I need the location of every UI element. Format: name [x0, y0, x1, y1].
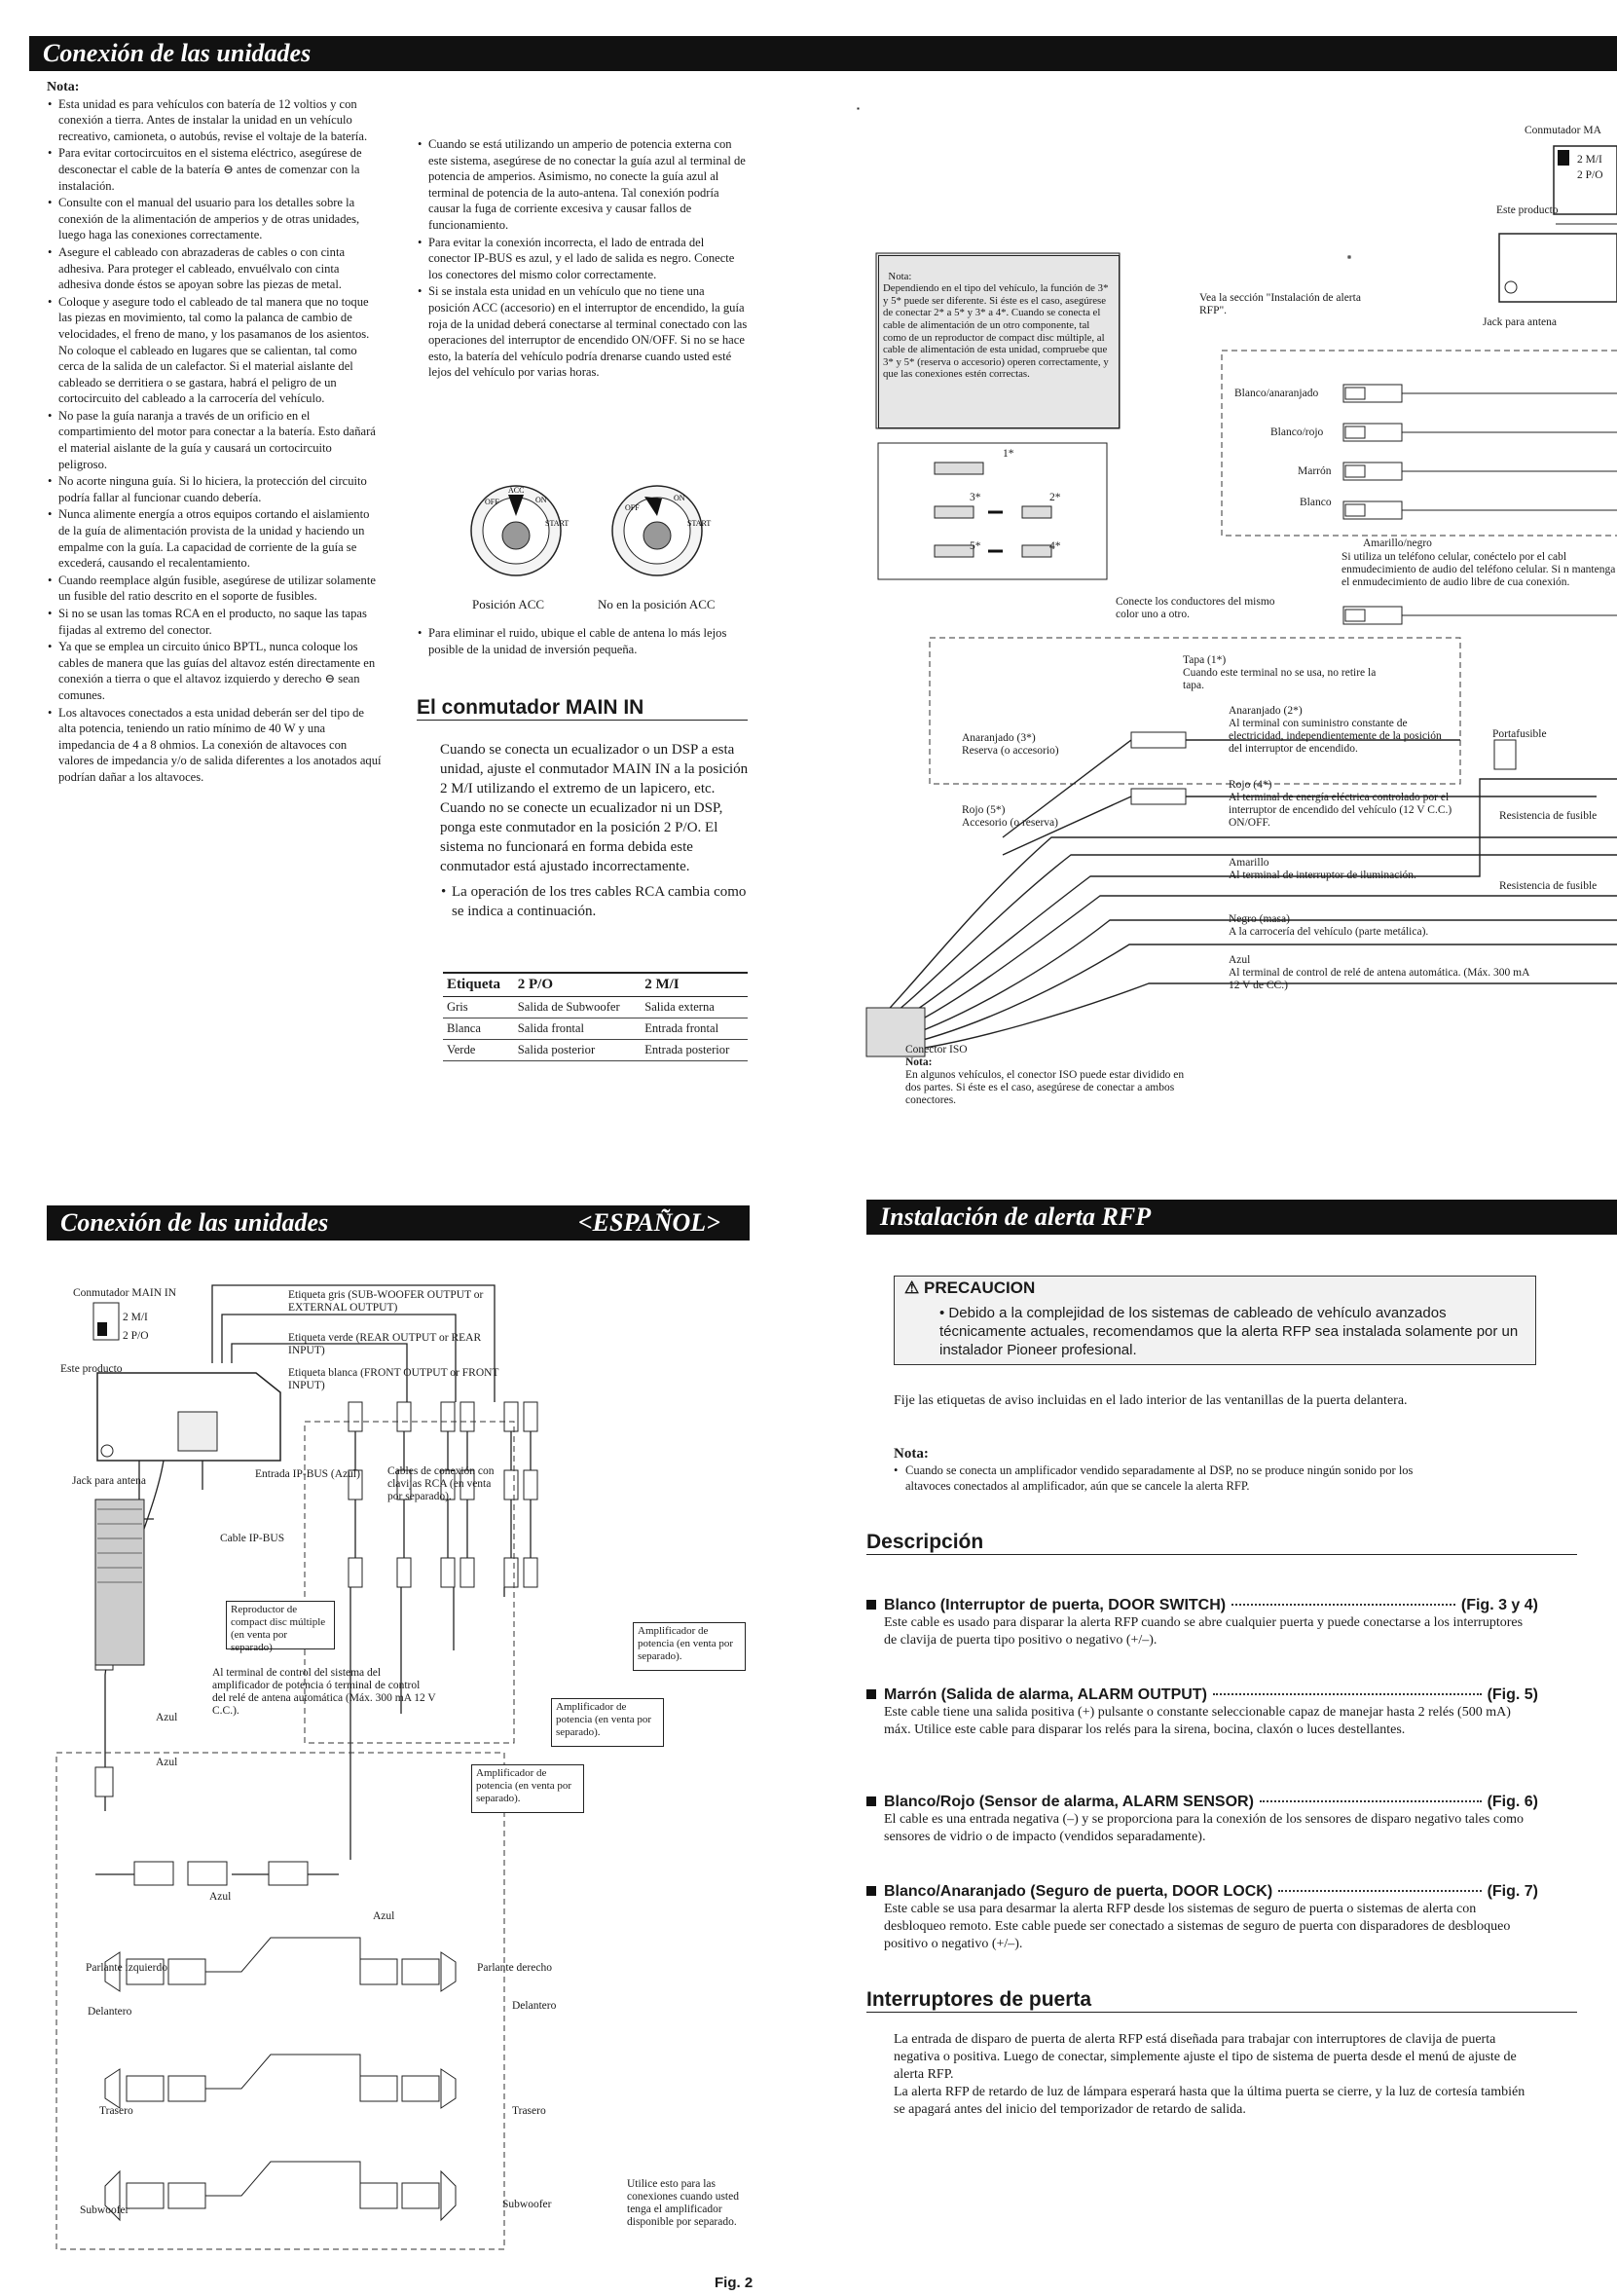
- trasero-left-label: Trasero: [99, 2105, 133, 2117]
- bl-jack-antena-label: Jack para antena: [72, 1475, 146, 1487]
- interruptores-heading: Interruptores de puerta: [866, 1988, 1577, 2013]
- br-nota-text: [894, 1463, 1451, 1494]
- subwoofer-left-label: Subwoofer: [80, 2204, 129, 2216]
- table-row: [443, 997, 748, 1018]
- list-item: • Nunca alimente energía a otros equipos cortando el aislamiento de la guía de alimentación provista de la unidad y haciendo un empalme con la guía. La capacidad de corriente de la guía se excederá, causando el recalentamiento.: [58, 506, 383, 571]
- table-cell: Salida posterior: [514, 1040, 641, 1061]
- nota-title: Nota:: [47, 80, 80, 94]
- bullet-square: [866, 1689, 876, 1699]
- top-banner-title: Conexión de las unidades: [43, 39, 312, 67]
- svg-text:OFF: OFF: [625, 503, 640, 512]
- anaranjado2-label: Anaranjado (2*) Al terminal con suministro constante de electricidad, independientemente de la posición del interruptor de encendido.: [1229, 705, 1442, 755]
- list-item: • Para evitar la conexión incorrecta, el lado de entrada del conector IP-BUS es azul, y el lado de salida es negro. Conecte los conectores del mismo color correctamente.: [428, 235, 748, 283]
- diagram-nota-box: [878, 255, 1120, 428]
- descripcion-heading: Descripción: [866, 1531, 1577, 1555]
- list-item: • Los altavoces conectados a esta unidad deberán ser del tipo de alta potencia, teniendo un ratio mínimo de 40 W y una impedancia de 4 a 8 ohmios. La conexión de altavoces con valores de impedancia y/o de salida diferentes a los anotados aquí podrían dañar a los altavoces.: [58, 705, 383, 786]
- bl-azul-label-4: Azul: [373, 1910, 395, 1922]
- svg-text:ON: ON: [535, 496, 547, 504]
- amplificador-box-2: Amplificador de potencia (en venta por separado).: [551, 1698, 664, 1747]
- svg-text:ACC: ACC: [508, 486, 525, 495]
- interruptores-text: La entrada de disparo de puerta de alerta RFP está diseñada para trabajar con interruptores de clavija de puerta negativa o positiva. Luego de conectar, simplemente ajuste el tipo de sistema de puerta desde el menú de ajuste de alerta RFP. La alerta RFP de retardo de luz de lámpara esperará hasta que la última puerta se cierre, y la luz de cortesía también se apagará antes del inicio del temporizador de retardo de salida.: [894, 2032, 1525, 2117]
- notes-list-2: [417, 136, 748, 381]
- key-acc-icon: [471, 486, 569, 575]
- bl-azul-label-2: Azul: [156, 1757, 178, 1768]
- connector-4-label: 4*: [1049, 540, 1061, 552]
- resistencia-label-1: Resistencia de fusible: [1499, 810, 1598, 822]
- marron-label: Marrón: [1298, 465, 1332, 477]
- este-producto-label: Este producto: [1496, 204, 1559, 216]
- table-cell: Verde: [443, 1040, 514, 1061]
- desc-item-fig: (Fig. 3 y 4): [1460, 1597, 1538, 1613]
- etiqueta-blanca-label: Etiqueta blanca (FRONT OUTPUT or FRONT INPUT): [288, 1367, 499, 1391]
- amarillo-label: Amarillo Al terminal de interruptor de iluminación.: [1229, 857, 1416, 881]
- list-item: • Asegure el cableado con abrazaderas de cables o con cinta adhesiva. Para proteger el cableado, envuélvalo con cinta adhesiva donde éstos se apoyan sobre las piezas de metal.: [58, 244, 383, 293]
- desc-item-title: Blanco/Anaranjado (Seguro de puerta, DOOR LOCK): [884, 1883, 1273, 1900]
- table-cell: Gris: [443, 997, 514, 1018]
- parlante-izq-label: Parlante izquierdo: [86, 1962, 167, 1974]
- desc-item-title: Marrón (Salida de alarma, ALARM OUTPUT): [884, 1686, 1207, 1703]
- desc-item-text: Este cable es usado para disparar la alerta RFP cuando se abre cualquier puerta y puede conectarse a los interruptores de clavija de puerta tipo positivo o negativo (+/–).: [884, 1615, 1524, 1648]
- desc-item-blanco-rojo: [866, 1794, 1538, 1846]
- rca-table: [443, 972, 748, 1061]
- table-cell: Salida frontal: [514, 1018, 641, 1040]
- fig-2-label: Fig. 2: [715, 2275, 753, 2291]
- table-row: [443, 1040, 748, 1061]
- delantero-right-label: Delantero: [512, 2000, 557, 2012]
- table-cell: Entrada posterior: [641, 1040, 748, 1061]
- key-noacc-icon: [612, 486, 711, 575]
- list-item: • Si no se usan las tomas RCA en el producto, no saque las tapas fijadas al extremo del conector.: [58, 606, 383, 638]
- bottom-left-banner-title: Conexión de las unidades: [60, 1208, 329, 1237]
- jack-antena-label: Jack para antena: [1483, 316, 1557, 328]
- bl-azul-label-1: Azul: [156, 1712, 178, 1723]
- precaucion-body: Debido a la complejidad de los sistemas de cableado de vehículo avanzados técnicamente actuales, recomendamos que la alerta RFP sea instalada solamente por un instalador Pioneer profesional.: [939, 1305, 1519, 1358]
- subwoofer-right-label: Subwoofer: [502, 2199, 552, 2210]
- iso-nota-title: Nota:: [905, 1056, 933, 1068]
- table-cell: Blanca: [443, 1018, 514, 1040]
- rojo4-label: Rojo (4*) Al terminal de energía eléctrica controlado por el interruptor de encendido del vehículo (12 V C.C.) ON/OFF.: [1229, 779, 1452, 829]
- conector-iso-label: Conector ISO: [905, 1044, 968, 1055]
- tapa-label: Tapa (1*) Cuando este terminal no se usa, no retire la tapa.: [1183, 654, 1377, 691]
- list-item: • Cuando reemplace algún fusible, asegúrese de utilizar solamente un fusible del ratio descrito en el soporte de fusibles.: [58, 573, 383, 605]
- diagram-nota-text: Nota: Dependiendo en el tipo del vehículo, la función de 3* y 5* puede ser diferente. Si éste es el caso, asegúrese de conectar 2* a 5* y 3* a 4*. Cuando se conecta el cable de alimentación de un otro componente, tal como de un reproductor de compact disc múltiple, al cable de alimentación de esta unidad, compruebe que 3* y 5* (reserva o accesorio) operen correctamente, y que las conexiones estén correctas.: [883, 270, 1109, 381]
- connector-5-label: 5*: [970, 540, 981, 552]
- main-in-paragraph: Cuando se conecta un ecualizador o un DSP a esta unidad, ajuste el conmutador MAIN IN a la posición 2 M/I utilizando el extremo de un lapicero, etc. Cuando no se conecte un ecualizador ni un DSP, ponga este conmutador en la posición 2 P/O. El sistema no funcionará en forma debida este conmutador está ajustado incorrectamente.: [440, 742, 749, 874]
- table-cell: Salida externa: [641, 997, 748, 1018]
- bottom-left-banner-lang: <ESPAÑOL>: [577, 1208, 720, 1237]
- cable-ipbus-label: Cable IP-BUS: [220, 1533, 285, 1544]
- list-item: • Para evitar cortocircuitos en el sistema eléctrico, asegúrese de desconectar el cable de la batería ⊖ antes de comenzar con la instalación.: [58, 145, 383, 194]
- svg-text:START: START: [545, 519, 570, 528]
- top-banner: [29, 36, 1617, 71]
- etiqueta-gris-label: Etiqueta gris (SUB-WOOFER OUTPUT or EXTERNAL OUTPUT): [288, 1289, 484, 1314]
- bl-po-label: 2 P/O: [123, 1330, 149, 1342]
- blanco-anaranjado-label: Blanco/anaranjado: [1234, 388, 1319, 399]
- bottom-wiring-diagram: [47, 1266, 762, 2259]
- list-item: • Esta unidad es para vehículos con batería de 12 voltios y con conexión a tierra. Antes de instalar la unidad en un vehículo recreativo, camioneta, o autobús, revise el voltaje de la batería.: [58, 96, 383, 145]
- desc-item-fig: (Fig. 5): [1487, 1686, 1538, 1703]
- warning-icon: ⚠: [904, 1278, 920, 1297]
- trasero-right-label: Trasero: [512, 2105, 546, 2117]
- vea-seccion-label: Vea la sección "Instalación de alerta RFP".: [1199, 292, 1361, 316]
- fije-text: Fije las etiquetas de aviso incluidas en el lado interior de las ventanillas de la puerta delantera.: [894, 1393, 1408, 1408]
- svg-text:START: START: [687, 519, 712, 528]
- list-item: • Cuando se está utilizando un amperio de potencia externa con este sistema, asegúrese de no conectar la guía azul al terminal de potencia de amperios. Asimismo, no conecte la guía azul al terminal de potencia de la auto-antena. Tal conexión podría causar la fuga de corriente excesiva y causar fallos de funcionamiento.: [428, 136, 748, 234]
- list-item: • Consulte con el manual del usuario para los detalles sobre la conexión de la alimentación de amperios y de otras unidades, luego haga las conexiones correctamente.: [58, 195, 383, 243]
- amplificador-box-3: Amplificador de potencia (en venta por separado).: [471, 1764, 584, 1813]
- precaucion-title: PRECAUCION: [923, 1278, 1036, 1297]
- anaranjado3-label: Anaranjado (3*) Reserva (o accesorio): [962, 732, 1059, 757]
- desc-item-fig: (Fig. 7): [1487, 1883, 1538, 1900]
- bullet-square: [866, 1600, 876, 1610]
- noise-note: [417, 625, 748, 658]
- desc-item-marron: [866, 1686, 1538, 1739]
- precaucion-box: [894, 1276, 1536, 1365]
- bottom-left-banner: [47, 1205, 750, 1241]
- table-cell: Entrada frontal: [641, 1018, 748, 1040]
- notes-column-1: [47, 80, 383, 787]
- po-label: 2 P/O: [1577, 169, 1603, 181]
- ignition-key-illustration: [458, 477, 730, 584]
- rojo5-label: Rojo (5*) Accesorio (o reserva): [962, 804, 1058, 829]
- portafusible-label: Portafusible: [1492, 728, 1547, 740]
- blanco-rojo-label: Blanco/rojo: [1270, 426, 1324, 438]
- al-terminal-label: Al terminal de control del sistema del amplificador de potencia ó terminal de control del relé de antena automática (Máx. 300 mA 12 V C.C.).: [212, 1667, 436, 1717]
- iso-nota-text: En algunos vehículos, el conector ISO puede estar dividido en dos partes. Si éste es el caso, asegúrese de conectar a ambos conectores.: [905, 1069, 1185, 1106]
- bl-conmutador-label: Conmutador MAIN IN: [73, 1287, 177, 1299]
- list-item: • No acorte ninguna guía. Si lo hiciera, la protección del circuito podría fallar al funcionar cuando debería.: [58, 473, 383, 505]
- bullet-square: [866, 1886, 876, 1896]
- list-item: • No pase la guía naranja a través de un orificio en el compartimiento del motor para conectar a la batería. Esto dañará el material aislante de la guía y causará un cortocircuito peligroso.: [58, 408, 383, 472]
- main-in-text: [440, 740, 750, 922]
- svg-text:OFF: OFF: [485, 498, 499, 506]
- reproductor-box: Reproductor de compact disc múltiple (en venta por separado): [226, 1601, 335, 1649]
- resistencia-label-2: Resistencia de fusible: [1499, 880, 1598, 892]
- main-in-heading: El conmutador MAIN IN: [417, 696, 748, 721]
- precaucion-text: [939, 1304, 1524, 1359]
- desc-item-title: Blanco/Rojo (Sensor de alarma, ALARM SENSOR): [884, 1794, 1254, 1810]
- utilice-label: Utilice esto para las conexiones cuando usted tenga el amplificador disponible por separado.: [627, 2178, 739, 2228]
- desc-item-blanco-anaranjado: [866, 1883, 1538, 1953]
- table-header: 2 P/O: [514, 973, 641, 997]
- entrada-ipbus-label: Entrada IP-BUS (Azul): [255, 1468, 360, 1480]
- svg-text:ON: ON: [674, 494, 685, 502]
- desc-item-text: Este cable se usa para desarmar la alerta RFP desde los sistemas de seguro de puerta o sistemas de alerta con desbloqueo remoto. Este cable puede ser conectado a sistemas de seguro de puerta con disparadores de desbloqueo positivo o negativo (+/–).: [884, 1902, 1511, 1951]
- bl-este-producto-label: Este producto: [60, 1363, 123, 1375]
- desc-item-fig: (Fig. 6): [1487, 1794, 1538, 1810]
- bl-mi-label: 2 M/I: [123, 1312, 148, 1323]
- etiqueta-verde-label: Etiqueta verde (REAR OUTPUT or REAR INPUT): [288, 1332, 482, 1356]
- desc-item-title: Blanco (Interruptor de puerta, DOOR SWITCH): [884, 1597, 1227, 1613]
- bullet-square: [866, 1796, 876, 1806]
- list-item: • La operación de los tres cables RCA cambia como se indica a continuación.: [452, 882, 750, 921]
- desc-item-text: Este cable tiene una salida positiva (+) pulsante o constante seleccionable capaz de manejar hasta 2 relés (500 mA) máx. Utilice este cable para disparar los relés para la sirena, bocina, claxón o luces destellantes.: [884, 1705, 1511, 1737]
- conecte-conductores-label: Conecte los conductores del mismo color uno a otro.: [1116, 596, 1275, 620]
- amplificador-box-1: Amplificador de potencia (en venta por separado).: [633, 1622, 746, 1671]
- list-item: • Ya que se emplea un circuito único BPTL, nunca coloque los cables de manera que las guías del altavoz estén directamente en conexión a tierra o que el altavoz izquierdo y derecho ⊖ sean comunes.: [58, 639, 383, 703]
- desc-item-text: El cable es una entrada negativa (–) y se proporciona para la conexión de los sensores de disparo negativo tales como sensores de vidrio o de impacto (vendidos separadamente).: [884, 1812, 1524, 1844]
- bottom-right-banner-title: Instalación de alerta RFP: [880, 1203, 1152, 1231]
- amarillo-negro-text: Si utiliza un teléfono celular, conéctelo por el cabl enmudecimiento de audio del teléfono celular. Si n mantenga el enmudecimiento de audio libre de cua conexión.: [1341, 551, 1616, 588]
- notes-list-1: [47, 96, 383, 786]
- precaucion-heading: [904, 1278, 1035, 1298]
- delantero-left-label: Delantero: [88, 2006, 132, 2018]
- notes-column-2: [417, 136, 748, 382]
- negro-label: Negro (masa) A la carrocería del vehículo (parte metálica).: [1229, 913, 1429, 938]
- table-cell: Salida de Subwoofer: [514, 997, 641, 1018]
- blanco-label: Blanco: [1300, 497, 1332, 508]
- cables-rca-label: Cables de conexión con clavijas RCA (en venta por separado).: [387, 1465, 495, 1502]
- mi-label: 2 M/I: [1577, 154, 1602, 166]
- connector-3-label: 3*: [970, 492, 981, 503]
- parlante-der-label: Parlante derecho: [477, 1962, 552, 1974]
- table-header: Etiqueta: [443, 973, 514, 997]
- connector-1-label: 1*: [1003, 448, 1014, 460]
- br-nota-title: Nota:: [894, 1446, 929, 1462]
- table-header: 2 M/I: [641, 973, 748, 997]
- bullet: •: [939, 1305, 949, 1321]
- conmutador-label: Conmutador MA: [1525, 125, 1601, 136]
- list-item: • Si se instala esta unidad en un vehículo que no tiene una posición ACC (accesorio) en el interruptor de encendido, la guía roja de la unidad deberá conectarse al terminal conectado con las operaciones del interruptor de encendido ON/OFF. Si no se hace esto, la batería del vehículo podría drenarse cuando usted esté lejos del vehículo por varias horas.: [428, 283, 748, 381]
- connector-2-label: 2*: [1049, 492, 1061, 503]
- br-nota-body: Cuando se conecta un amplificador vendido separadamente al DSP, no se produce ningún sonido por los altavoces conectados al amplificador, aún que se cancele la alerta RFP.: [905, 1463, 1414, 1493]
- amarillo-negro-label: Amarillo/negro: [1363, 537, 1432, 549]
- table-header-row: [443, 973, 748, 997]
- list-item: • Coloque y asegure todo el cableado de tal manera que no toque las piezas en movimiento, tal como la palanca de cambio de velocidades, el freno de mano, y los pasamanos de los asientos. No coloque el cableado en lugares que se calientan, tal como cerca de la salida de un calefactor. Si el material aislante del cableado se derritiera o se gastara, habrá el peligro de un cortocircuito del cableado a la carrocería del vehículo.: [58, 294, 383, 407]
- list-item: • Para eliminar el ruido, ubique el cable de antena lo más lejos posible de la unidad de inversión pequeña.: [428, 625, 748, 657]
- bl-azul-label-3: Azul: [209, 1891, 232, 1903]
- azul-label: Azul Al terminal de control de relé de antena automática. (Máx. 300 mA 12 V de CC.): [1229, 954, 1529, 991]
- desc-item-blanco: [866, 1597, 1538, 1649]
- table-row: [443, 1018, 748, 1040]
- bullet: •: [894, 1463, 899, 1477]
- bottom-right-banner: [866, 1200, 1617, 1235]
- key-noacc-label: No en la posición ACC: [598, 597, 716, 611]
- key-acc-label: Posición ACC: [472, 597, 545, 611]
